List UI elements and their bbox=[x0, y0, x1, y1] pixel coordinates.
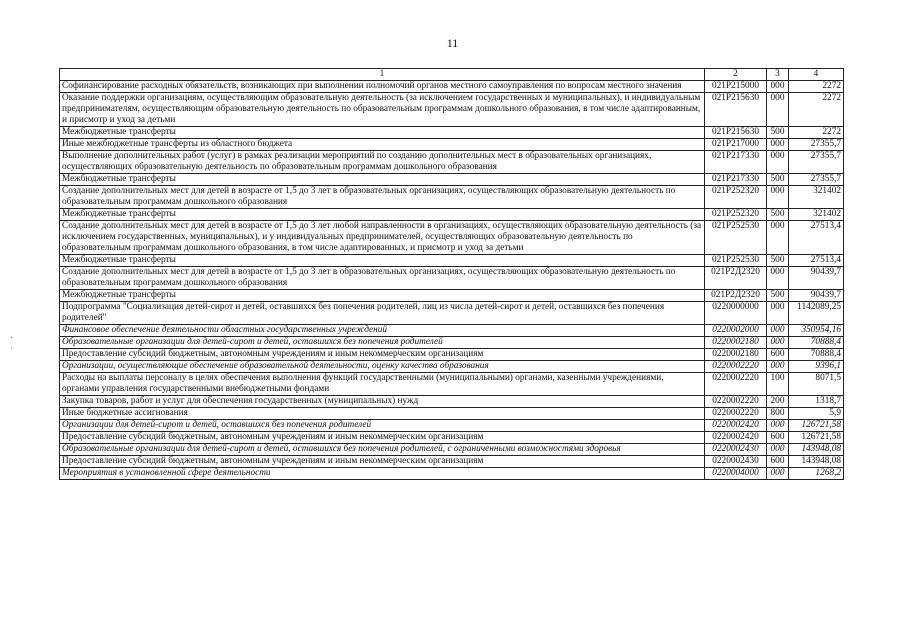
table-row bbox=[60, 255, 844, 267]
cell-code: 0220002430 bbox=[705, 444, 767, 456]
table-row bbox=[60, 349, 844, 361]
table-row bbox=[60, 337, 844, 349]
table-row bbox=[60, 396, 844, 408]
cell-name: Создание дополнительных мест для детей в возрасте от 1,5 до 3 лет любой направленности в организациях, осуществляющих образовательную деятельность (за исключением государственных, муниципальных), и у индивидуальных предпринимателей, осуществляющих образовательную деятельность по образовательным программам дошкольного образования, в том числе адаптированных, и присмотр и уход за детьми bbox=[60, 221, 705, 255]
cell-vr: 000 bbox=[767, 221, 789, 255]
table-body bbox=[60, 81, 844, 480]
cell-sum: 321402 bbox=[789, 186, 844, 209]
cell-sum: 2272 bbox=[789, 127, 844, 139]
cell-vr: 500 bbox=[767, 255, 789, 267]
table-row bbox=[60, 186, 844, 209]
cell-code: 0220002000 bbox=[705, 325, 767, 337]
cell-sum: 27355,7 bbox=[789, 174, 844, 186]
cell-vr: 000 bbox=[767, 81, 789, 93]
cell-sum: 143948,08 bbox=[789, 444, 844, 456]
cell-code: 0220002220 bbox=[705, 408, 767, 420]
cell-vr: 000 bbox=[767, 151, 789, 174]
table-row bbox=[60, 408, 844, 420]
cell-sum: 70888,4 bbox=[789, 349, 844, 361]
cell-code: 021P215630 bbox=[705, 93, 767, 127]
cell-name: Выполнение дополнительных работ (услуг) в рамках реализации мероприятий по созданию дополнительных мест в образовательных организациях, осуществляющих образовательную деятельность по образовательным программам дошкольного образования bbox=[60, 151, 705, 174]
cell-name: Организации, осуществляющие обеспечение образовательной деятельности, оценку качества образования bbox=[60, 361, 705, 373]
cell-vr: 000 bbox=[767, 325, 789, 337]
cell-name: Финансовое обеспечение деятельности областных государственных учреждений bbox=[60, 325, 705, 337]
column-header-vr: 3 bbox=[767, 69, 789, 81]
table-row bbox=[60, 468, 844, 480]
cell-vr: 000 bbox=[767, 93, 789, 127]
cell-name: Межбюджетные трансферты bbox=[60, 255, 705, 267]
cell-sum: 27355,7 bbox=[789, 151, 844, 174]
cell-name: Иные бюджетные ассигнования bbox=[60, 408, 705, 420]
cell-code: 0220000000 bbox=[705, 302, 767, 325]
table-row bbox=[60, 290, 844, 302]
cell-vr: 000 bbox=[767, 337, 789, 349]
cell-name: Оказание поддержки организациям, осуществляющим образовательную деятельность (за исключением государственных и муниципальных), и индивидуальным предпринимателям, осуществляющим образовательную деятельность по образовательным программам дошкольного образования, в том числе адаптированным, и присмотр и уход за детьми bbox=[60, 93, 705, 127]
cell-vr: 500 bbox=[767, 174, 789, 186]
cell-code: 0220002420 bbox=[705, 420, 767, 432]
cell-vr: 600 bbox=[767, 432, 789, 444]
cell-sum: 143948,08 bbox=[789, 456, 844, 468]
cell-sum: 70888,4 bbox=[789, 337, 844, 349]
cell-code: 021P217330 bbox=[705, 174, 767, 186]
table-row bbox=[60, 81, 844, 93]
cell-code: 021Р2Д2320 bbox=[705, 267, 767, 290]
cell-name: Подпрограмма "Социализация детей-сирот и детей, оставшихся без попечения родителей, лиц из числа детей-сирот и детей, оставшихся без попечения родителей" bbox=[60, 302, 705, 325]
cell-sum: 90439,7 bbox=[789, 290, 844, 302]
cell-vr: 200 bbox=[767, 396, 789, 408]
cell-sum: 321402 bbox=[789, 209, 844, 221]
budget-table bbox=[59, 68, 844, 480]
cell-vr: 000 bbox=[767, 302, 789, 325]
cell-sum: 1318,7 bbox=[789, 396, 844, 408]
cell-sum: 126721,58 bbox=[789, 420, 844, 432]
cell-code: 0220002220 bbox=[705, 373, 767, 396]
table-row bbox=[60, 139, 844, 151]
cell-code: 021P215000 bbox=[705, 81, 767, 93]
column-header-sum: 4 bbox=[789, 69, 844, 81]
cell-name: Образовательные организации для детей-сирот и детей, оставшихся без попечения родителей, с ограниченными возможностями здоровья bbox=[60, 444, 705, 456]
cell-sum: 1268,2 bbox=[789, 468, 844, 480]
cell-code: 0220002180 bbox=[705, 349, 767, 361]
table-row bbox=[60, 151, 844, 174]
cell-code: 021P252320 bbox=[705, 186, 767, 209]
table-row bbox=[60, 361, 844, 373]
cell-code: 0220002220 bbox=[705, 361, 767, 373]
cell-sum: 1142089,25 bbox=[789, 302, 844, 325]
cell-sum: 126721,58 bbox=[789, 432, 844, 444]
cell-sum: 27513,4 bbox=[789, 221, 844, 255]
table-row bbox=[60, 456, 844, 468]
cell-name: Создание дополнительных мест для детей в возрасте от 1,5 до 3 лет в образовательных организациях, осуществляющих образовательную деятельность по образовательным программам дошкольного образования bbox=[60, 267, 705, 290]
cell-vr: 100 bbox=[767, 373, 789, 396]
cell-vr: 000 bbox=[767, 444, 789, 456]
cell-vr: 800 bbox=[767, 408, 789, 420]
cell-code: 021P215630 bbox=[705, 127, 767, 139]
cell-name: Иные межбюджетные трансферты из областного бюджета bbox=[60, 139, 705, 151]
table-row bbox=[60, 420, 844, 432]
cell-sum: 5,9 bbox=[789, 408, 844, 420]
table-row bbox=[60, 267, 844, 290]
table-row bbox=[60, 174, 844, 186]
table-row bbox=[60, 221, 844, 255]
cell-code: 0220002430 bbox=[705, 456, 767, 468]
cell-name: Предоставление субсидий бюджетным, автономным учреждениям и иным некоммерческим организациям bbox=[60, 456, 705, 468]
cell-code: 0220002220 bbox=[705, 396, 767, 408]
cell-name: Межбюджетные трансферты bbox=[60, 127, 705, 139]
cell-vr: 000 bbox=[767, 420, 789, 432]
cell-code: 021Р2Д2320 bbox=[705, 290, 767, 302]
cell-code: 021P217330 bbox=[705, 151, 767, 174]
cell-sum: 9396,1 bbox=[789, 361, 844, 373]
cell-name: Расходы на выплаты персоналу в целях обеспечения выполнения функций государственными (муниципальными) органами, казенными учреждениями, органами управления государственными внебюджетными фондами bbox=[60, 373, 705, 396]
cell-name: Организации для детей-сирот и детей, оставшихся без попечения родителей bbox=[60, 420, 705, 432]
cell-sum: 90439,7 bbox=[789, 267, 844, 290]
column-header-code: 2 bbox=[705, 69, 767, 81]
cell-name: Мероприятия в установленной сфере деятельности bbox=[60, 468, 705, 480]
table-row bbox=[60, 127, 844, 139]
cell-code: 0220004000 bbox=[705, 468, 767, 480]
cell-code: 021P217000 bbox=[705, 139, 767, 151]
cell-vr: 000 bbox=[767, 267, 789, 290]
table-row bbox=[60, 432, 844, 444]
cell-vr: 600 bbox=[767, 456, 789, 468]
table-row bbox=[60, 325, 844, 337]
cell-vr: 000 bbox=[767, 139, 789, 151]
cell-code: 021P252530 bbox=[705, 221, 767, 255]
cell-name: Предоставление субсидий бюджетным, автономным учреждениям и иным некоммерческим организациям bbox=[60, 432, 705, 444]
cell-name: Создание дополнительных мест для детей в возрасте от 1,5 до 3 лет в образовательных организациях, осуществляющих образовательную деятельность по образовательным программам дошкольного образования bbox=[60, 186, 705, 209]
cell-vr: 000 bbox=[767, 186, 789, 209]
cell-sum: 350954,16 bbox=[789, 325, 844, 337]
table-row bbox=[60, 209, 844, 221]
cell-vr: 500 bbox=[767, 290, 789, 302]
cell-name: Образовательные организации для детей-сирот и детей, оставшихся без попечения родителей bbox=[60, 337, 705, 349]
cell-name: Межбюджетные трансферты bbox=[60, 290, 705, 302]
page-number: 11 bbox=[446, 36, 459, 50]
cell-sum: 2272 bbox=[789, 93, 844, 127]
cell-code: 021P252320 bbox=[705, 209, 767, 221]
cell-vr: 500 bbox=[767, 127, 789, 139]
cell-vr: 000 bbox=[767, 468, 789, 480]
column-header-name: 1 bbox=[60, 69, 705, 81]
cell-vr: 600 bbox=[767, 349, 789, 361]
cell-vr: 000 bbox=[767, 361, 789, 373]
margin-mark: · bbox=[10, 333, 14, 344]
cell-code: 0220002420 bbox=[705, 432, 767, 444]
cell-code: 021P252530 bbox=[705, 255, 767, 267]
cell-sum: 2272 bbox=[789, 81, 844, 93]
cell-sum: 8071,5 bbox=[789, 373, 844, 396]
header-row bbox=[60, 69, 844, 81]
table-row bbox=[60, 444, 844, 456]
cell-name: Софинансирование расходных обязательств, возникающих при выполнении полномочий органов местного самоуправления по вопросам местного значения bbox=[60, 81, 705, 93]
table-row bbox=[60, 93, 844, 127]
table-row bbox=[60, 373, 844, 396]
table-row bbox=[60, 302, 844, 325]
cell-name: Закупка товаров, работ и услуг для обеспечения государственных (муниципальных) нужд bbox=[60, 396, 705, 408]
cell-code: 0220002180 bbox=[705, 337, 767, 349]
cell-vr: 500 bbox=[767, 209, 789, 221]
cell-sum: 27355,7 bbox=[789, 139, 844, 151]
margin-mark: ˈ bbox=[10, 346, 14, 357]
cell-name: Межбюджетные трансферты bbox=[60, 209, 705, 221]
cell-name: Предоставление субсидий бюджетным, автономным учреждениям и иным некоммерческим организациям bbox=[60, 349, 705, 361]
cell-sum: 27513,4 bbox=[789, 255, 844, 267]
cell-name: Межбюджетные трансферты bbox=[60, 174, 705, 186]
